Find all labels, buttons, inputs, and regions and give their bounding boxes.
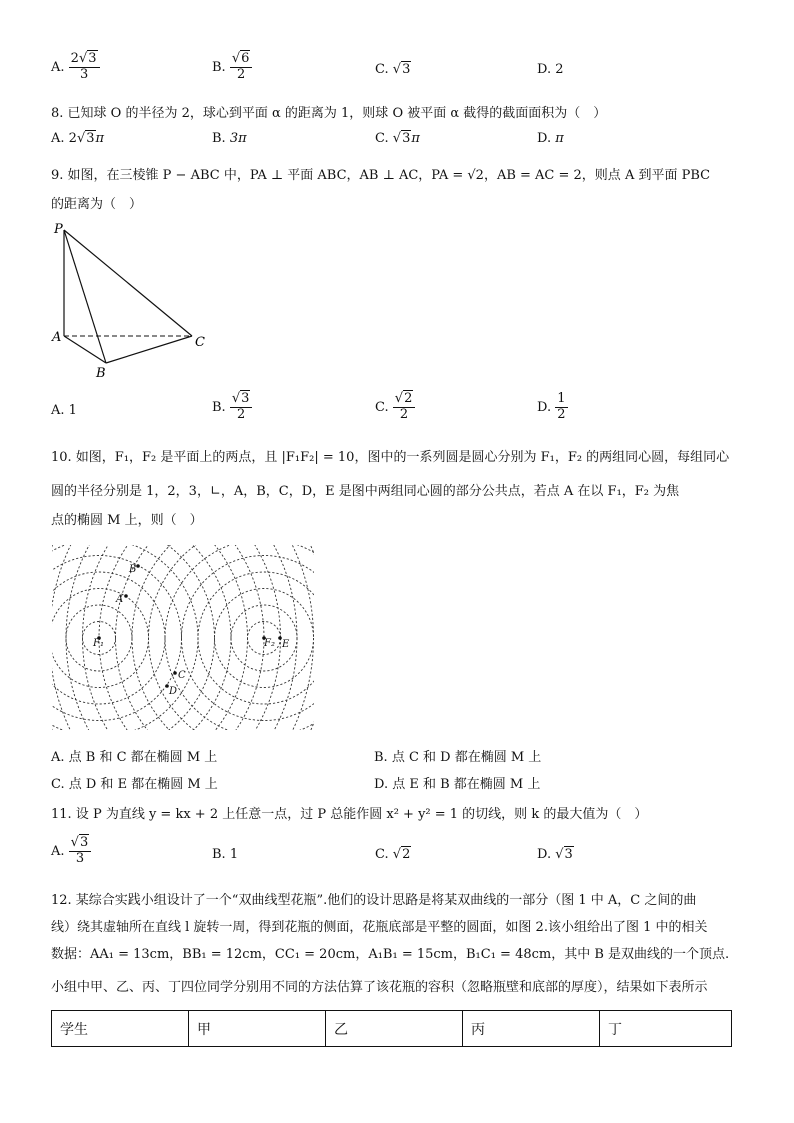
fraction: $\frac{√3}{3}$ — [69, 836, 92, 867]
q8-option-c: C. √3π — [375, 131, 420, 146]
denominator: 3 — [79, 66, 89, 82]
f1-concentric-circle — [52, 556, 182, 721]
q9-option-b — [212, 392, 252, 423]
radicand: 3 — [564, 847, 573, 862]
q10-option-a: A. 点 B 和 C 都在椭圆 M 上 — [51, 750, 218, 765]
option-label: C. — [375, 399, 389, 415]
edge-pc — [64, 230, 192, 336]
q11-stem: 11. 设 P 为直线 y = kx + 2 上任意一点，过 P 总能作圆 x² + y² = 1 的切线，则 k 的最大值为（ ） — [51, 807, 648, 822]
q9-option-a — [51, 403, 77, 418]
denominator: 2 — [399, 406, 409, 422]
q12-stem-line2: 线）绕其虚轴所在直线 l 旋转一周，得到花瓶的侧面，花瓶底部是平整的圆面，如图 2.该小组给出了图 1 中的相关 — [51, 920, 708, 935]
point-c — [173, 671, 177, 675]
radicand: 3 — [402, 62, 411, 77]
option-label: D. — [537, 131, 552, 146]
q10-stem-line3: 点的椭圆 M 上，则（ ） — [51, 513, 203, 528]
fraction — [555, 392, 567, 423]
radicand: 3 — [402, 131, 411, 146]
coef: 2 — [68, 131, 77, 146]
option-label: D. — [537, 62, 552, 77]
radicand: 3 — [241, 391, 250, 406]
radicand: 2 — [404, 391, 413, 406]
option-value: 3π — [229, 131, 247, 146]
table-header-cell: 丁 — [600, 1011, 732, 1047]
tetrahedron-figure — [48, 220, 218, 385]
q10-option-c: C. 点 D 和 E 都在椭圆 M 上 — [51, 777, 218, 792]
option-label: B. — [212, 59, 226, 75]
table-header-cell: 学生 — [52, 1011, 189, 1047]
edge-ab — [64, 336, 106, 363]
q9-stem-line1: 9. 如图，在三棱锥 P − ABC 中，PA ⊥ 平面 ABC，AB ⊥ AC，PA = √2，AB = AC = 2，则点 A 到平面 PBC — [51, 168, 711, 183]
option-label: B. — [212, 399, 226, 415]
q11-option-b — [212, 847, 238, 862]
option-label: A. — [51, 131, 65, 146]
option-label: A. — [51, 59, 65, 75]
label-a: A — [116, 594, 124, 605]
student-volume-table — [51, 1010, 732, 1047]
label-c: C — [178, 670, 186, 681]
option-value: π — [555, 131, 564, 146]
pi: π — [95, 131, 105, 146]
edge-pb — [64, 230, 106, 363]
q10-option-b: B. 点 C 和 D 都在椭圆 M 上 — [374, 750, 542, 765]
option-label: A. — [51, 843, 65, 859]
radicand: 3 — [79, 835, 89, 850]
q8-option-a: A. 2√3π — [51, 131, 105, 146]
label-p: P — [54, 222, 63, 237]
label-f1: F₁ — [93, 638, 104, 649]
q8-option-d — [537, 131, 564, 146]
q8-stem: 8. 已知球 O 的半径为 2，球心到平面 α 的距离为 1，则球 O 被平面 α 截得的截面面积为（ ） — [51, 106, 607, 121]
option-value: 1 — [229, 847, 239, 862]
option-label: B. — [212, 847, 226, 862]
option-label: B. — [212, 131, 226, 146]
q9-stem-line2: 的距离为（ ） — [51, 197, 143, 212]
table-header-cell: 乙 — [326, 1011, 463, 1047]
option-label: A. — [51, 403, 65, 418]
label-a: A — [52, 330, 62, 345]
q10-stem-line2: 圆的半径分别是 1，2，3，∟，A，B，C，D，E 是图中两组同心圆的部分公共点，若点 A 在以 F₁，F₂ 为焦 — [51, 484, 680, 499]
q9-option-c — [375, 392, 415, 423]
denominator: 2 — [236, 406, 246, 422]
option-value: 2 — [555, 62, 564, 77]
table-row — [52, 1011, 732, 1047]
edge-bc — [106, 336, 192, 363]
top-option-b — [212, 52, 252, 83]
q8-option-b — [212, 131, 247, 146]
top-option-d — [537, 62, 564, 77]
q9-option-d — [537, 392, 568, 423]
top-option-c: C. √3 — [375, 62, 411, 77]
label-b: B — [129, 564, 137, 575]
radicand: 3 — [86, 131, 95, 146]
q11-option-a — [51, 836, 91, 867]
table-header-cell: 丙 — [463, 1011, 600, 1047]
f1-concentric-circle — [52, 545, 281, 730]
radicand: 6 — [241, 51, 250, 66]
q12-stem-line1: 12. 某综合实践小组设计了一个“双曲线型花瓶”.他们的设计思路是将某双曲线的一部分（图 1 中 A，C 之间的曲 — [51, 893, 697, 908]
pi: π — [411, 131, 420, 146]
numerator: 1 — [557, 391, 566, 406]
option-label: C. — [375, 847, 389, 862]
radicand: 3 — [88, 51, 97, 66]
denominator: 2 — [236, 66, 246, 82]
q11-option-c: C. √2 — [375, 847, 411, 862]
top-option-a — [51, 52, 100, 83]
q10-option-d: D. 点 E 和 B 都在椭圆 M 上 — [374, 777, 541, 792]
fraction: $\frac{2√3}{3}$ — [69, 52, 100, 83]
point-a — [124, 594, 128, 598]
label-f2: F₂ — [264, 638, 275, 649]
option-label: D. — [537, 847, 552, 862]
q12-stem-line3: 数据：AA₁ = 13cm，BB₁ = 12cm，CC₁ = 20cm，A₁B₁ = 15cm，B₁C₁ = 48cm，其中 B 是双曲线的一个顶点. — [51, 947, 730, 962]
fraction: $\frac{√3}{2}$ — [230, 392, 253, 423]
label-b: B — [96, 366, 106, 381]
option-label: C. — [375, 62, 389, 77]
denominator: 3 — [75, 850, 85, 866]
radicand: 2 — [402, 847, 411, 862]
label-c: C — [195, 335, 205, 350]
label-d: D — [169, 686, 178, 697]
fraction: $\frac{√2}{2}$ — [393, 392, 416, 423]
concentric-circles-figure — [52, 545, 314, 730]
label-e: E — [282, 639, 290, 650]
fraction: $\frac{√6}{2}$ — [230, 52, 253, 83]
q11-option-d: D. √3 — [537, 847, 573, 862]
f2-concentric-circle — [165, 545, 314, 730]
coef: 2 — [70, 51, 79, 66]
f1-concentric-circle — [52, 545, 231, 730]
f1-concentric-circle — [52, 545, 198, 730]
option-label: D. — [537, 399, 552, 415]
f2-concentric-circle — [132, 545, 314, 730]
q10-stem-line1: 10. 如图，F₁，F₂ 是平面上的两点，且 |F₁F₂| = 10，图中的一系列圆是圆心分别为 F₁，F₂ 的两组同心圆，每组同心 — [51, 450, 730, 465]
q12-stem-line4: 小组中甲、乙、丙、丁四位同学分别用不同的方法估算了该花瓶的容积（忽略瓶壁和底部的厚度），结果如下表所示 — [51, 980, 708, 995]
option-label: C. — [375, 131, 389, 146]
denominator: 2 — [557, 406, 566, 422]
option-value: 1 — [68, 403, 77, 418]
table-header-cell: 甲 — [189, 1011, 326, 1047]
point-b — [136, 564, 140, 568]
